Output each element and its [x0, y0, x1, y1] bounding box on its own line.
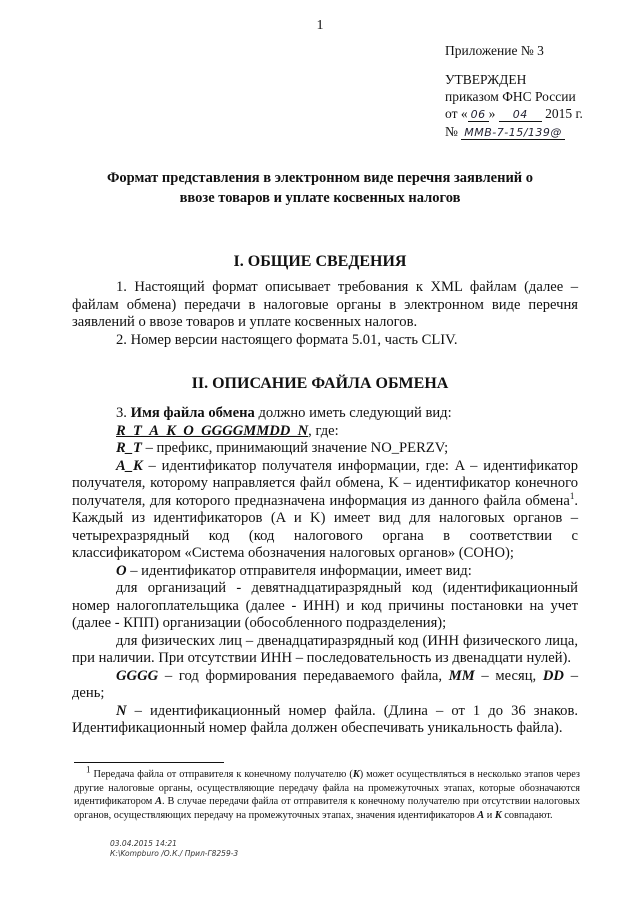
footnote-mark: 1 — [86, 764, 91, 775]
p3-number: 3. — [116, 405, 131, 421]
document-title-line2: ввозе товаров и уплате косвенных налогов — [179, 190, 461, 206]
print-stamp — [110, 839, 238, 859]
date-month-handwritten: 04 — [499, 108, 542, 122]
footnote-a2: A — [477, 809, 485, 821]
gggg-term: GGGG — [116, 667, 159, 684]
section2-body — [72, 405, 578, 738]
rt-definition — [72, 440, 578, 458]
ak-def: – идентификатор получателя информации, где: A – идентификатор получателя, которому направляется файл обмена, K – идентификатор конечного получателя, для которого предназначена информация из данного файла обмена — [72, 457, 578, 509]
approval-block — [445, 42, 615, 141]
footnote-part5: совпадают. — [501, 809, 553, 821]
p3-bold-term: Имя файла обмена — [130, 405, 255, 421]
dd-term: DD — [542, 667, 564, 684]
stamp-timestamp: 03.04.2015 14:21 — [110, 839, 177, 848]
date-year: 2015 г. — [545, 106, 583, 121]
ak-def-2: . Каждый из идентификаторов (A и K) имеет вид для налоговых органов – четырехразрядный код (код налогового органа в соответствии с классификатором «Система обозначения налоговых органов» (СОНО); — [72, 492, 578, 561]
date-prefix: от « — [445, 106, 468, 121]
document-title-line1: Формат представления в электронном виде перечня заявлений о — [106, 170, 534, 186]
section1-heading: I. ОБЩИЕ СВЕДЕНИЯ — [233, 253, 407, 270]
rt-def: – префикс, принимающий значение NO_PERZV; — [141, 440, 449, 456]
paragraph-2: 2. Номер версии настоящего формата 5.01, часть CLIV. — [116, 331, 458, 348]
org-definition: для организаций - девятнадцатиразрядный код (идентификационный номер налогоплательщика (далее - ИНН) и код причины постановки на учет (далее - КПП) организации (обособленного подразделения); — [72, 580, 578, 631]
mm-term: MM — [448, 667, 475, 684]
n-def: – идентификационный номер файла. (Длина – от 1 до 36 знаков. Идентификационный номер файла должен обеспечивать уникальность файла). — [72, 702, 578, 736]
filename-pattern: R_T_A_K_O_GGGGMMDD_N — [116, 422, 309, 439]
paragraph-1: 1. Настоящий формат описывает требования к XML файлам (далее – файлам обмена) передачи в налоговые органы в электронном виде перечня заявлений о ввозе товаров и уплате косвенных налогов. — [72, 279, 578, 330]
date-definition — [72, 668, 578, 703]
number-prefix: № — [445, 124, 458, 139]
n-term: N — [116, 702, 127, 719]
rt-term: R_T — [116, 440, 142, 456]
approval-date — [445, 105, 615, 123]
approved-label: УТВЕРЖДЕН — [445, 72, 527, 87]
person-definition: для физических лиц – двенадцатиразрядный код (ИНН физического лица, при наличии. При отсутствии ИНН – последовательность из двенадцати нулей). — [72, 632, 578, 666]
pattern-tail: , где: — [308, 422, 339, 439]
o-term: O — [116, 562, 127, 579]
footnote-k1: K — [352, 769, 360, 780]
footnote-part4: и — [484, 809, 495, 821]
paragraph-3 — [72, 405, 578, 423]
date-day-handwritten: 06 — [468, 108, 489, 122]
document-title — [0, 168, 640, 208]
order-number-handwritten: ММВ-7-15/139@ — [461, 126, 565, 140]
appendix-label: Приложение № 3 — [445, 43, 544, 58]
footnote-part1: Передача файла от отправителя к конечному получателю ( — [90, 769, 353, 780]
section2-heading: II. ОПИСАНИЕ ФАЙЛА ОБМЕНА — [191, 375, 449, 392]
footnote-ref: 1 — [569, 490, 575, 501]
date-mid: » — [488, 106, 496, 121]
n-definition — [72, 703, 578, 738]
footnote-a1: A — [155, 796, 163, 808]
footnote-part3: . В случае передачи файла от отправителя к конечному получателю при отсутствии налоговых органов, осуществляющих передачу на промежуточных этапах, значения идентификаторов — [74, 796, 580, 821]
o-def: – идентификатор отправителя информации, имеет вид: — [126, 562, 472, 579]
order-by-label: приказом ФНС России — [445, 89, 576, 104]
footnote — [74, 764, 580, 822]
footnote-divider — [74, 762, 224, 763]
mm-def: – месяц, — [474, 667, 543, 684]
page-number: 1 — [316, 18, 324, 33]
approval-number — [445, 123, 615, 141]
dd-def: – день; — [72, 667, 578, 701]
filename-pattern-line — [72, 423, 578, 441]
footnote-k2: K — [494, 809, 502, 821]
footnote-text — [74, 764, 580, 822]
stamp-path: К:\Kompburo /О.К./ Прил-Г8259-3 — [110, 849, 239, 858]
footnote-part2: ) может осуществляться в несколько этапов через другие налоговые органы, осуществляющие передачу файла на промежуточных этапах, которые обозначаются идентификатором — [74, 769, 580, 808]
section1-body — [72, 279, 578, 349]
gggg-def: – год формирования передаваемого файла, — [158, 667, 449, 684]
o-definition — [72, 563, 578, 581]
ak-term: A_K — [116, 457, 143, 474]
ak-definition — [72, 458, 578, 563]
p3-rest: должно иметь следующий вид: — [254, 405, 452, 421]
